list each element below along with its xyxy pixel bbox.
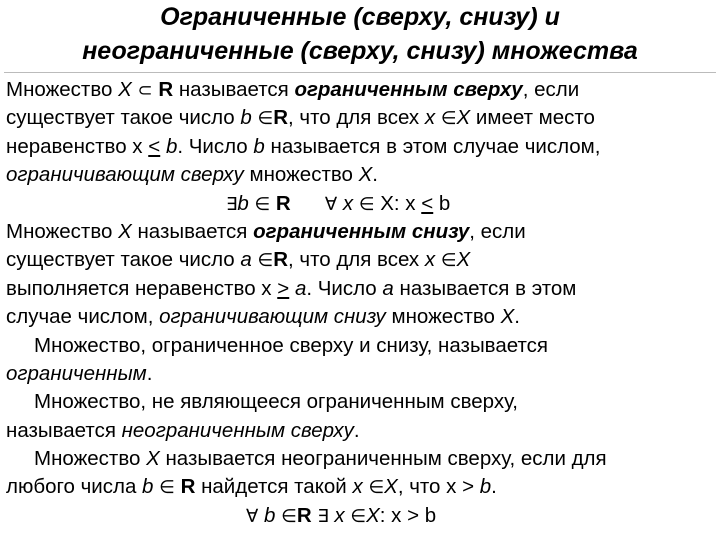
- var-x: x: [424, 248, 436, 272]
- term-upper-bound: ограничивающим сверху: [6, 163, 244, 187]
- var-b: b: [240, 106, 252, 130]
- para3-line1: Множество, ограниченное сверху и снизу, называется: [34, 333, 548, 357]
- text: .: [491, 475, 497, 499]
- set-R: R: [273, 248, 288, 272]
- para5-line1: [6, 445, 718, 473]
- var-x: x: [352, 475, 363, 499]
- para1-line2: [6, 104, 718, 132]
- text: Множество: [6, 78, 119, 101]
- element-of-symbol: ∈: [281, 505, 297, 527]
- term-bounded-below: ограниченным снизу: [253, 219, 470, 243]
- text: выполняется неравенство x: [6, 276, 278, 300]
- text: называется: [173, 78, 295, 101]
- para2-line4: [6, 303, 718, 331]
- var-X: X: [384, 475, 398, 499]
- text: X: x: [374, 191, 422, 215]
- var-a: a: [240, 248, 252, 272]
- var-X: X: [118, 219, 132, 243]
- text: .: [514, 305, 520, 329]
- text: . Число: [177, 134, 254, 158]
- text: .: [146, 361, 153, 385]
- var-b: b: [479, 475, 492, 499]
- set-R: R: [180, 475, 196, 499]
- var-a: a: [294, 276, 307, 300]
- para3-line2: [6, 360, 718, 388]
- term-bounded: ограниченным: [6, 361, 147, 385]
- var-X: X: [366, 503, 380, 527]
- text: неравенство x: [6, 134, 149, 158]
- var-X: X: [500, 305, 515, 329]
- text: .: [353, 418, 360, 442]
- text: , если: [522, 78, 580, 101]
- slide-body: [6, 76, 718, 530]
- element-of-symbol: ∈: [435, 250, 457, 272]
- term-unbounded-above: неограниченным сверху: [121, 418, 354, 442]
- subset-symbol: ⊂: [131, 80, 159, 101]
- formula-bounded-above: [6, 190, 718, 218]
- set-R: R: [296, 503, 312, 527]
- var-b: b: [142, 475, 154, 499]
- element-of-symbol: ∈: [350, 505, 367, 527]
- var-a: a: [382, 276, 394, 300]
- text: существует такое число: [6, 106, 241, 130]
- title-divider: [4, 72, 716, 73]
- para4-line1: Множество, не являющееся ограниченным сверху,: [34, 390, 518, 414]
- title-line-2: неограниченные (сверху, снизу) множества: [82, 37, 638, 65]
- term-lower-bound: ограничивающим снизу: [159, 305, 386, 329]
- formula-unbounded-above: [6, 502, 718, 530]
- text: называется: [131, 219, 254, 243]
- var-x: x: [328, 503, 351, 527]
- para4-line2: [6, 417, 718, 445]
- set-R: R: [273, 106, 288, 130]
- text: множество: [385, 305, 501, 329]
- para1-line4: [6, 161, 718, 189]
- para2-line3: [6, 275, 718, 303]
- element-of-symbol: ∈: [251, 250, 274, 272]
- text: называется в этом случае числом,: [264, 134, 601, 158]
- var-X: X: [358, 163, 373, 187]
- element-of-symbol: ∈: [358, 193, 375, 215]
- element-of-symbol: ∈: [435, 108, 457, 130]
- var-b: b: [258, 503, 282, 527]
- text: , что x >: [397, 475, 480, 499]
- var-b: b: [253, 134, 265, 158]
- element-of-symbol: ∈: [362, 477, 385, 499]
- text: множество: [243, 163, 359, 187]
- text: любого числа: [6, 475, 143, 499]
- element-of-symbol: ∈: [153, 477, 181, 499]
- text: .: [372, 163, 378, 187]
- para5-line2: [6, 473, 718, 501]
- text: Множество: [34, 447, 147, 471]
- text: называется неограниченным сверху, если для: [159, 447, 607, 471]
- var-x: x: [337, 191, 359, 215]
- text: случае числом,: [6, 305, 160, 329]
- text: существует такое число: [6, 248, 241, 272]
- var-X: X: [146, 447, 160, 471]
- forall-symbol: ∀: [246, 505, 259, 527]
- element-of-symbol: ∈: [254, 193, 271, 215]
- le-symbol: <: [421, 191, 434, 215]
- text: : x > b: [379, 503, 437, 527]
- text: имеет место: [470, 106, 595, 130]
- text: , если: [469, 219, 526, 243]
- text: Множество: [6, 219, 119, 243]
- text: называется: [6, 418, 122, 442]
- le-symbol: <: [148, 134, 161, 158]
- var-b: b: [237, 191, 255, 215]
- text: , что для всех: [288, 106, 425, 130]
- var-X: X: [118, 78, 132, 101]
- title-line-1: Ограниченные (сверху, снизу) и: [160, 3, 560, 31]
- term-bounded-above: ограниченным сверху: [294, 78, 523, 101]
- text: b: [433, 191, 451, 215]
- slide-title: [0, 0, 720, 68]
- set-R: R: [270, 191, 291, 215]
- exists-symbol: ∃: [311, 505, 329, 527]
- set-R: R: [158, 78, 174, 101]
- var-x: x: [424, 106, 436, 130]
- var-X: X: [456, 106, 471, 130]
- para1-line1: [6, 76, 718, 104]
- text: , что для всех: [288, 248, 425, 272]
- para2-line1: [6, 218, 718, 246]
- forall-symbol: ∀: [324, 193, 338, 215]
- var-b: b: [165, 134, 178, 158]
- para1-line3: [6, 133, 718, 161]
- text: называется в этом: [393, 276, 577, 300]
- var-X: X: [456, 248, 471, 272]
- exists-symbol: ∃: [226, 193, 238, 215]
- para2-line2: [6, 246, 718, 274]
- text: найдется такой: [195, 475, 353, 499]
- text: . Число: [306, 276, 383, 300]
- element-of-symbol: ∈: [251, 108, 274, 130]
- ge-symbol: >: [277, 276, 290, 300]
